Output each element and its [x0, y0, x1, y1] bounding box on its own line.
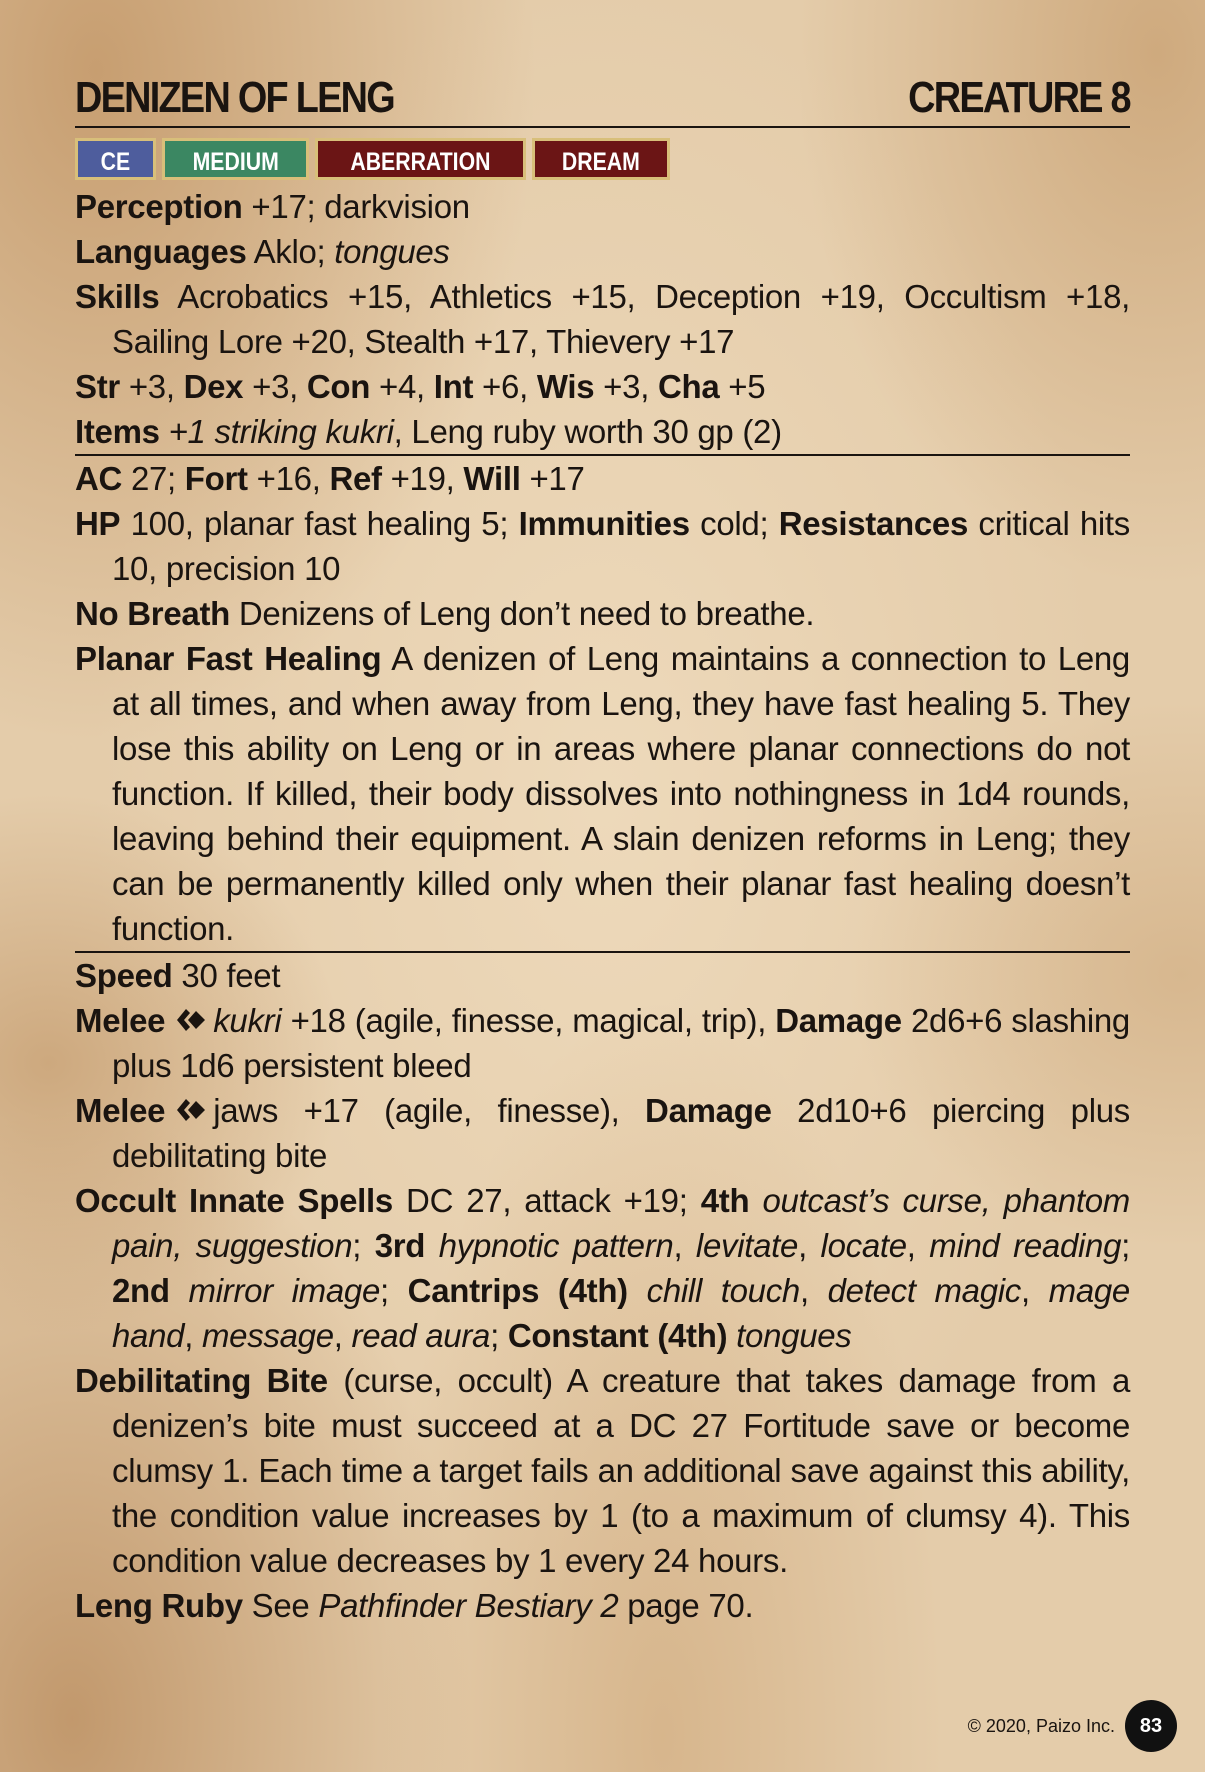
trait-alignment: CE	[75, 138, 156, 180]
skills-line: Skills Acrobatics +15, Athletics +15, Deception +19, Occultism +18, Sailing Lore +20, Stealth +17, Thievery +17	[75, 278, 1130, 360]
stat-block	[75, 68, 1130, 1628]
trait-dream: DREAM	[532, 138, 670, 180]
perception-line: Perception +17; darkvision	[75, 188, 470, 225]
trait-size: MEDIUM	[162, 138, 309, 180]
ability-scores-line: Str +3, Dex +3, Con +4, Int +6, Wis +3, Cha +5	[75, 368, 766, 405]
defenses-line: AC 27; Fort +16, Ref +19, Will +17	[75, 460, 585, 497]
debilitating-bite-ability: Debilitating Bite (curse, occult) A creature that takes damage from a denizen’s bite must succeed at a DC 27 Fortitude save or become clumsy 1. Each time a target fails an additional save against this ability, the condition value increases by 1 (to a maximum of clumsy 4). This condition value decreases by 1 every 24 hours.	[75, 1362, 1130, 1579]
items-line: Items +1 striking kukri, Leng ruby worth 30 gp (2)	[75, 413, 782, 450]
stat-block-header	[75, 68, 1130, 128]
page-footer	[968, 1700, 1177, 1752]
melee-kukri-strike: Melee kukri +18 (agile, finesse, magical, trip), Damage 2d6+6 slashing plus 1d6 persistent bleed	[75, 1002, 1130, 1084]
no-breath-ability: No Breath Denizens of Leng don’t need to breathe.	[75, 595, 815, 632]
speed-line: Speed 30 feet	[75, 957, 281, 994]
creature-name: DENIZEN OF LENG	[75, 73, 394, 122]
trait-list	[75, 138, 1130, 180]
melee-jaws-strike: Melee jaws +17 (agile, finesse), Damage 2d10+6 piercing plus debilitating bite	[75, 1092, 1130, 1174]
hp-line: HP 100, planar fast healing 5; Immunities cold; Resistances critical hits 10, precision 10	[75, 505, 1130, 587]
copyright-notice: © 2020, Paizo Inc.	[967, 1715, 1115, 1736]
languages-line: Languages Aklo; tongues	[75, 233, 450, 270]
page-number: 83	[1125, 1700, 1177, 1752]
one-action-icon	[171, 1005, 207, 1035]
trait-aberration: ABERRATION	[315, 138, 526, 180]
planar-fast-healing-ability: Planar Fast Healing A denizen of Leng maintains a connection to Leng at all times, and when away from Leng, they have fast healing 5. They lose this ability on Leng or in areas where planar connections do not function. If killed, their body dissolves into nothingness in 1d4 rounds, leaving behind their equipment. A slain denizen reforms in Leng; they can be permanently killed only when their planar fast healing doesn’t function.	[75, 640, 1130, 947]
leng-ruby-ability: Leng Ruby See Pathfinder Bestiary 2 page 70.	[75, 1587, 754, 1624]
creature-level: CREATURE 8	[908, 73, 1130, 122]
stat-rows	[75, 184, 1130, 1628]
one-action-icon	[171, 1095, 207, 1125]
innate-spells: Occult Innate Spells DC 27, attack +19; 4th outcast’s curse, phantom pain, suggestion; 3rd hypnotic pattern, levitate, locate, mind reading; 2nd mirror image; Cantrips (4th) chill touch, detect magic, mage hand, message, read aura; Constant (4th) tongues	[75, 1182, 1131, 1354]
